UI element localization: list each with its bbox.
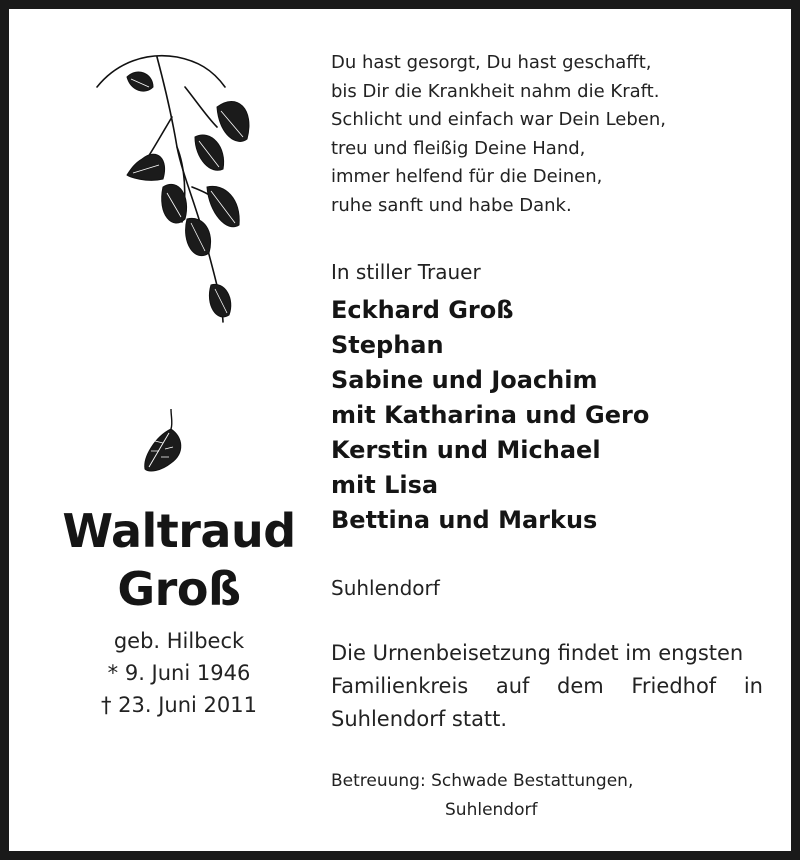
poem-line: immer helfend für die Deinen, bbox=[331, 166, 603, 188]
notice-line: Die Urnenbeisetzung findet im engsten bbox=[331, 641, 744, 665]
mourner-name: Kerstin und Michael bbox=[331, 436, 601, 464]
deceased-details bbox=[49, 625, 309, 721]
mourner-name: Bettina und Markus bbox=[331, 506, 598, 534]
mourner-name: mit Katharina und Gero bbox=[331, 401, 650, 429]
poem bbox=[331, 49, 666, 221]
mourner-name: Eckhard Groß bbox=[331, 296, 514, 324]
place: Suhlendorf bbox=[331, 576, 440, 600]
mourner-name: mit Lisa bbox=[331, 471, 439, 499]
notice-word: auf bbox=[495, 674, 530, 698]
notice-word: in bbox=[743, 674, 763, 698]
birth-date: * 9. Juni 1946 bbox=[107, 661, 251, 685]
funeral-home-line: Betreuung: Schwade Bestattungen, bbox=[331, 771, 634, 791]
deceased-first-name: Waltraud bbox=[62, 504, 296, 558]
notice-word: Friedhof bbox=[631, 674, 717, 698]
funeral-home-place: Suhlendorf bbox=[445, 800, 538, 820]
death-date: † 23. Juni 2011 bbox=[100, 693, 257, 717]
poem-line: ruhe sanft und habe Dank. bbox=[331, 194, 572, 216]
poem-line: Schlicht und einfach war Dein Leben, bbox=[331, 109, 667, 131]
notice-line: Suhlendorf statt. bbox=[331, 707, 508, 731]
notice-word: Familienkreis bbox=[331, 674, 469, 698]
birch-branch-icon bbox=[87, 47, 267, 337]
mourning-intro: In stiller Trauer bbox=[331, 260, 481, 284]
mourner-name: Sabine und Joachim bbox=[331, 366, 598, 394]
poem-line: bis Dir die Krankheit nahm die Kraft. bbox=[331, 80, 660, 102]
funeral-home bbox=[331, 767, 633, 825]
poem-line: treu und fleißig Deine Hand, bbox=[331, 137, 586, 159]
deceased-last-name: Groß bbox=[117, 562, 241, 616]
notice-line bbox=[331, 670, 763, 703]
mourner-list bbox=[331, 293, 649, 538]
burial-notice bbox=[331, 637, 763, 736]
maiden-name: geb. Hilbeck bbox=[113, 629, 245, 653]
notice-word: dem bbox=[557, 674, 604, 698]
falling-leaf-icon bbox=[141, 407, 189, 477]
mourner-name: Stephan bbox=[331, 331, 444, 359]
poem-line: Du hast gesorgt, Du hast geschafft, bbox=[331, 52, 652, 73]
